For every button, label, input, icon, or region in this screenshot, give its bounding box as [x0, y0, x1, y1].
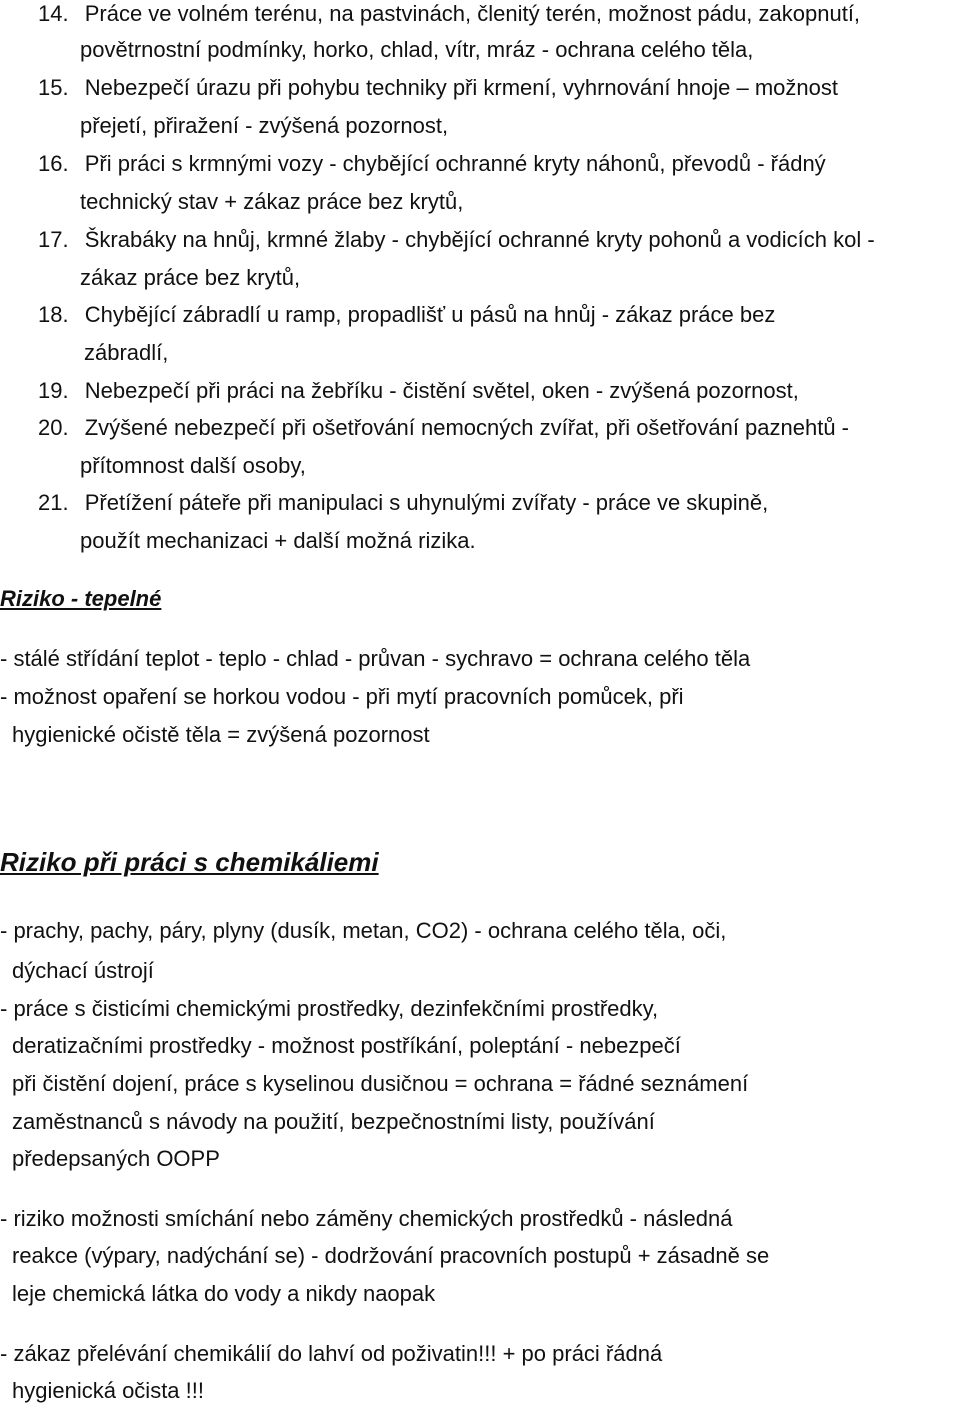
item-number: 19.	[38, 378, 69, 403]
list-item-18	[38, 301, 775, 329]
chemical-line-4: deratizačními prostředky - možnost postříkání, poleptání - nebezpečí	[12, 1033, 681, 1058]
item-text: Při práci s krmnými vozy - chybějící ochranné kryty náhonů, převodů - řádný	[84, 151, 826, 176]
list-item-19	[38, 377, 799, 405]
thermal-line-2: - možnost opaření se horkou vodou - při mytí pracovních pomůcek, při	[0, 684, 684, 709]
list-item-14	[38, 0, 860, 28]
chemical-line-9: reakce (výpary, nadýchání se) - dodržování pracovních postupů + zásadně se	[12, 1243, 770, 1268]
chemical-line-6: zaměstnanců s návody na použití, bezpečnostními listy, používání	[12, 1109, 655, 1134]
item-text: Přetížení páteře při manipulaci s uhynulými zvířaty - práce ve skupině,	[84, 490, 769, 515]
item-text: Zvýšené nebezpečí při ošetřování nemocných zvířat, při ošetřování paznehtů -	[84, 415, 850, 440]
list-item-18-cont: zábradlí,	[84, 340, 169, 365]
chemical-line-5: při čistění dojení, práce s kyselinou dusičnou = ochrana = řádné seznámení	[12, 1071, 749, 1096]
chemical-line-11: - zákaz přelévání chemikálií do lahví od poživatin!!! + po práci řádná	[0, 1341, 663, 1366]
item-text: Práce ve volném terénu, na pastvinách, členitý terén, možnost pádu, zakopnutí,	[84, 1, 861, 26]
chemical-line-10: leje chemická látka do vody a nikdy naopak	[12, 1281, 436, 1306]
thermal-line-3: hygienické očistě těla = zvýšená pozornost	[12, 722, 430, 747]
list-item-21	[38, 489, 768, 517]
chemical-line-2: dýchací ústrojí	[12, 958, 154, 983]
item-number: 18.	[38, 302, 69, 327]
list-item-21-cont: použít mechanizaci + další možná rizika.	[80, 528, 476, 553]
list-item-20	[38, 414, 849, 442]
chemical-line-3: - práce s čisticími chemickými prostředky, dezinfekčními prostředky,	[0, 996, 659, 1021]
section-heading-thermal: Riziko - tepelné	[0, 586, 162, 611]
chemical-line-1: - prachy, pachy, páry, plyny (dusík, metan, CO2) - ochrana celého těla, oči,	[0, 918, 727, 943]
chemical-line-8: - riziko možnosti smíchání nebo záměny chemických prostředků - následná	[0, 1206, 733, 1231]
chemical-line-7: předepsaných OOPP	[12, 1146, 220, 1171]
item-text: Škrabáky na hnůj, krmné žlaby - chybějící ochranné kryty pohonů a vodicích kol -	[84, 227, 875, 252]
list-item-17	[38, 226, 875, 254]
chemical-line-12: hygienická očista !!!	[12, 1378, 204, 1403]
item-number: 15.	[38, 75, 69, 100]
list-item-15-cont: přejetí, přiražení - zvýšená pozornost,	[80, 113, 449, 138]
item-number: 21.	[38, 490, 69, 515]
item-number: 14.	[38, 1, 69, 26]
thermal-line-1: - stálé střídání teplot - teplo - chlad - průvan - sychravo = ochrana celého těla	[0, 646, 751, 671]
item-text: Chybějící zábradlí u ramp, propadlišť u pásů na hnůj - zákaz práce bez	[84, 302, 776, 327]
list-item-20-cont: přítomnost další osoby,	[80, 453, 306, 478]
list-item-15	[38, 74, 838, 102]
list-item-14-cont: povětrnostní podmínky, horko, chlad, vítr, mráz - ochrana celého těla,	[80, 37, 754, 62]
item-number: 17.	[38, 227, 69, 252]
section-heading-chemical: Riziko při práci s chemikáliemi	[0, 847, 379, 877]
list-item-17-cont: zákaz práce bez krytů,	[80, 265, 301, 290]
list-item-16-cont: technický stav + zákaz práce bez krytů,	[80, 189, 464, 214]
list-item-16	[38, 150, 826, 178]
item-text: Nebezpečí úrazu při pohybu techniky při krmení, vyhrnování hnoje – možnost	[84, 75, 839, 100]
item-number: 20.	[38, 415, 69, 440]
item-text: Nebezpečí při práci na žebříku - čistění světel, oken - zvýšená pozornost,	[84, 378, 799, 403]
item-number: 16.	[38, 151, 69, 176]
